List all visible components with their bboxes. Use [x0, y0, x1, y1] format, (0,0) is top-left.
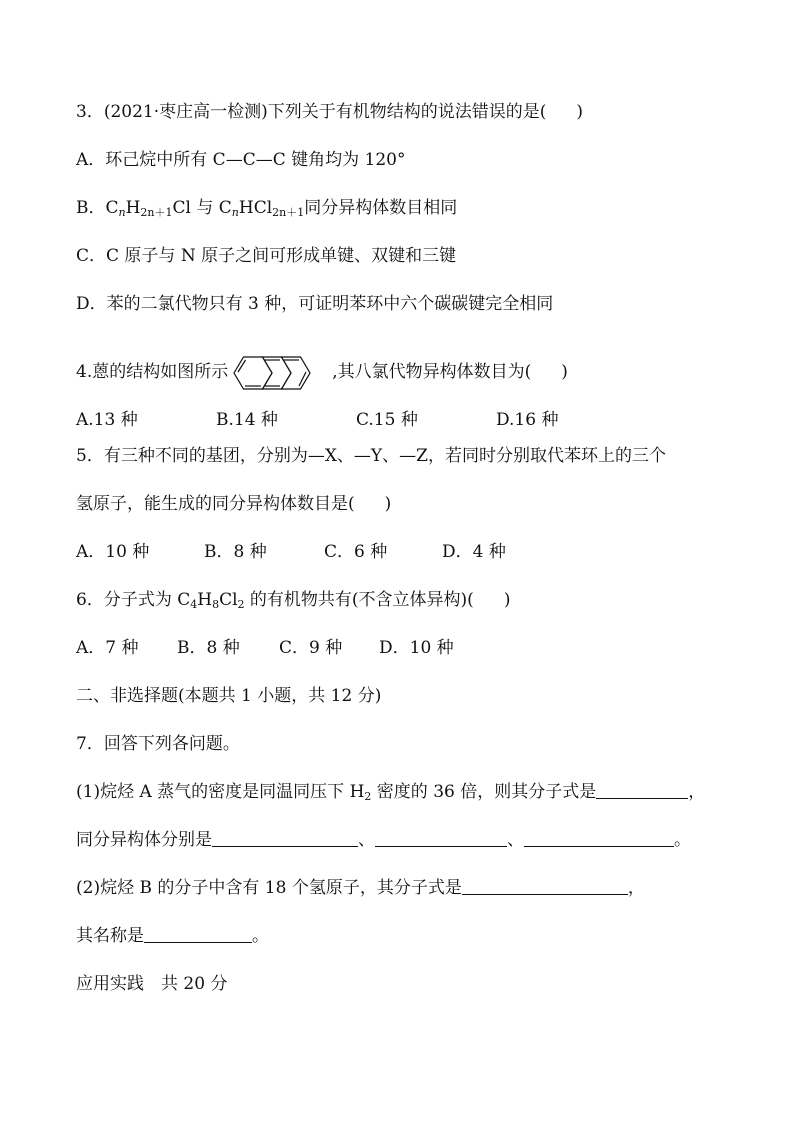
- q5-stem-line1: 5．有三种不同的基团，分别为—X、—Y、—Z，若同时分别取代苯环上的三个: [76, 446, 666, 466]
- q3-stem: 3．(2021·枣庄高一检测)下列关于有机物结构的说法错误的是( ): [76, 102, 584, 122]
- answer-blank[interactable]: [524, 830, 674, 847]
- q7-title: 7．回答下列各问题。: [76, 734, 240, 754]
- q6-option: A．7 种: [76, 638, 139, 658]
- q4-option: A.13 种: [76, 410, 138, 430]
- anthracene-structure-icon: [230, 351, 330, 395]
- q7-part2: (2)烷烃 B 的分子中含有 18 个氢原子，其分子式是 ，: [76, 878, 645, 898]
- q4-stem: 4.蒽的结构如图所示 ,其八氯代物异构体数目为( ): [76, 348, 568, 396]
- q7-part1-isomers: 同分异构体分别是 、 、 。: [76, 830, 691, 850]
- q6-option: C．9 种: [279, 638, 343, 658]
- q5-option: A．10 种: [76, 542, 150, 562]
- q7-part2-name: 其名称是 。: [76, 926, 269, 946]
- q6-options: [76, 636, 454, 660]
- answer-blank[interactable]: [144, 926, 252, 943]
- q3-option-a: A．环己烷中所有 C—C—C 键角均为 120°: [76, 150, 406, 170]
- answer-blank[interactable]: [462, 878, 628, 895]
- q6-option: B．8 种: [177, 638, 240, 658]
- answer-blank[interactable]: [596, 782, 688, 799]
- answer-blank[interactable]: [212, 830, 358, 847]
- q3-option-c: C．C 原子与 N 原子之间可形成单键、双键和三键: [76, 246, 457, 266]
- q7-part1: (1)烷烃 A 蒸气的密度是同温同压下 $H_2$ 密度的 36 倍，则其分子式是 ，: [76, 782, 706, 803]
- section-footer-heading: 应用实践 共 20 分: [76, 974, 228, 994]
- q6-option: D．10 种: [379, 638, 454, 658]
- q5-stem-line2: 氢原子，能生成的同分异构体数目是( ): [76, 494, 392, 514]
- q5-option: C．6 种: [324, 542, 388, 562]
- q5-option: D．4 种: [442, 542, 506, 562]
- q4-options: [76, 408, 558, 432]
- q3-option-d: D．苯的二氯代物只有 3 种，可证明苯环中六个碳碳键完全相同: [76, 294, 554, 314]
- section-heading: 二、非选择题(本题共 1 小题，共 12 分): [76, 686, 382, 706]
- q5-options: [76, 540, 506, 564]
- q4-option: D.16 种: [496, 410, 559, 430]
- q4-option: C.15 种: [356, 410, 418, 430]
- q6-stem: 6．分子式为 $C_4H_8Cl_2$ 的有机物共有(不含立体异构)( ): [76, 590, 511, 611]
- q3-option-b: B．$C_nH_{2n+1}Cl$ 与 $C_nHCl_{2n+1}$同分异构体数目相同: [76, 198, 458, 219]
- answer-blank[interactable]: [375, 830, 507, 847]
- q4-option: B.14 种: [216, 410, 278, 430]
- q5-option: B．8 种: [204, 542, 267, 562]
